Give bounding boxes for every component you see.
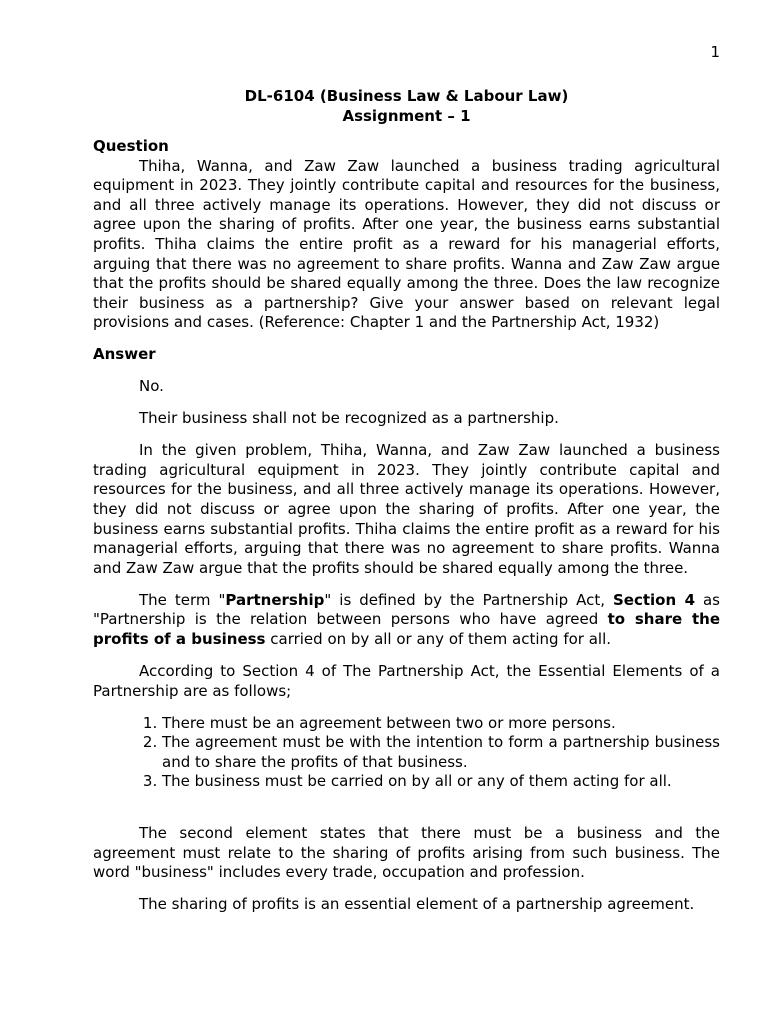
document-body	[93, 137, 720, 915]
second-element-paragraph: The second element states that there must be a business and the agreement must relate to the sharing of profits arising from such business. The word "business" includes every trade, occupation and profession.	[93, 823, 720, 882]
profit-sharing-paragraph: The sharing of profits is an essential element of a partnership agreement.	[139, 895, 695, 914]
list-item: 2. The agreement must be with the intention to form a partnership business and to share the profits of that business.	[162, 733, 720, 772]
assignment-title: Assignment – 1	[342, 107, 471, 125]
answer-heading: Answer	[93, 345, 156, 364]
document-header	[93, 86, 720, 126]
elements-intro: According to Section 4 of The Partnership Act, the Essential Elements of a Partnership are as follows;	[93, 662, 720, 700]
course-title: DL-6104 (Business Law & Labour Law)	[244, 87, 569, 105]
partnership-definition	[93, 591, 720, 650]
question-text: Thiha, Wanna, and Zaw Zaw launched a business trading agricultural equipment in 2023. They jointly contribute capital and resources for the business, and all three actively manage its operations. However, they did not discuss or agree upon the sharing of profits. After one year, the business earns substantial profits. Thiha claims the entire profit as a reward for his managerial efforts, arguing that there was no agreement to share profits. Wanna and Zaw Zaw argue that the profits should be shared equally among the three. Does the law recognize their business as a partnership? Give your answer based on relevant legal provisions and cases. (Reference: Chapter 1 and the Partnership Act, 1932)	[93, 156, 720, 332]
answer-conclusion: Their business shall not be recognized as a partnership.	[139, 409, 559, 428]
definition-text-2: " is defined by the Partnership Act,	[324, 590, 613, 609]
elements-list	[93, 714, 720, 792]
definition-text-1: The term "	[139, 590, 226, 609]
answer-facts: In the given problem, Thiha, Wanna, and Zaw Zaw launched a business trading agricultural equipment in 2023. They jointly contribute capital and resources for the business, and all three actively manage its operations. However, they did not discuss or agree upon the sharing of profits. After one year, the business earns substantial profits. Thiha claims the entire profit as a reward for his managerial efforts, arguing that there was no agreement to share profits. Wanna and Zaw Zaw argue that the profits should be shared equally among the three.	[93, 441, 720, 577]
answer-short: No.	[139, 377, 164, 396]
definition-bold-section: Section 4	[612, 590, 696, 609]
definition-bold-profits: to share the profits of a business	[93, 610, 720, 649]
definition-text-4: carried on by all or any of them acting for all.	[265, 630, 612, 649]
page-number: 1	[710, 43, 720, 61]
list-item: 1. There must be an agreement between two or more persons.	[162, 714, 720, 734]
question-heading: Question	[93, 137, 169, 155]
definition-bold-partnership: Partnership	[225, 590, 325, 609]
list-item: 3. The business must be carried on by all or any of them acting for all.	[162, 772, 720, 792]
definition-text-3: as "Partnership is the relation between persons who have agreed	[93, 590, 720, 629]
